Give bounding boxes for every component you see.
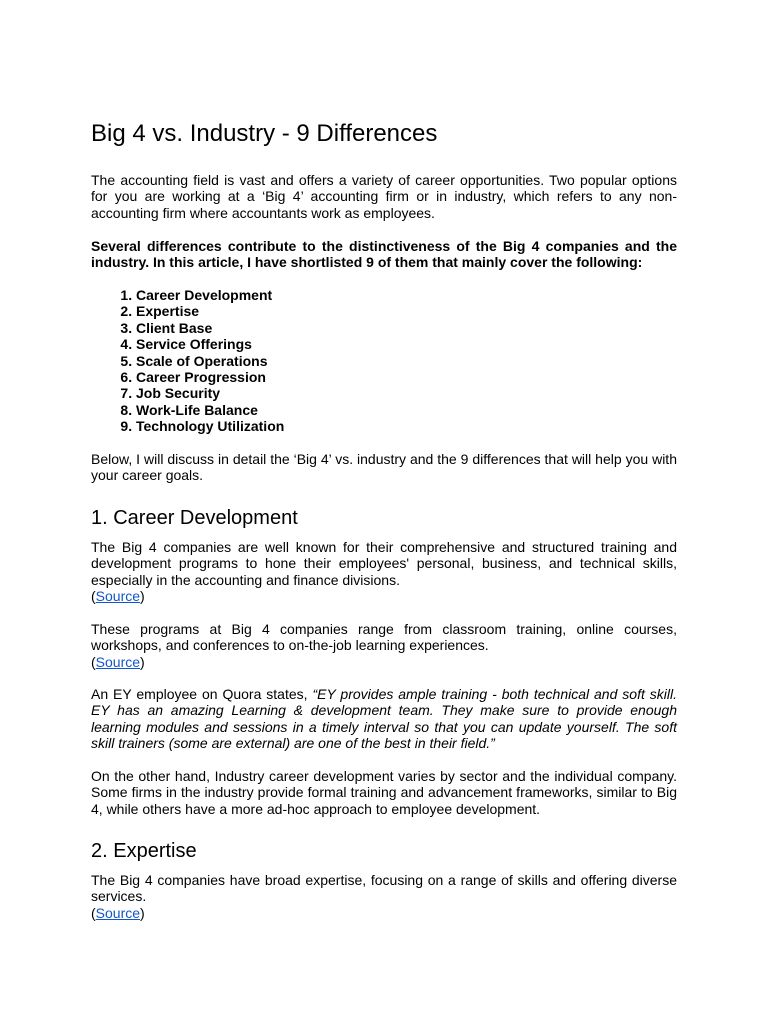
page-title: Big 4 vs. Industry - 9 Differences xyxy=(91,120,438,147)
list-item: 5. Scale of Operations xyxy=(136,353,677,369)
section1-paragraph-4: On the other hand, Industry career development varies by sector and the individual company. Some firms in the industry provide formal training and advancement frameworks, similar to Big 4, while others have a more ad-hoc approach to employee development. xyxy=(91,768,677,817)
intro-paragraph-block xyxy=(91,172,677,221)
quote-lead: An EY employee on Quora states, xyxy=(91,686,313,702)
source-link[interactable]: Source xyxy=(95,904,141,921)
bold-intro-block xyxy=(91,238,677,271)
list-item: 2. Expertise xyxy=(136,303,677,319)
list-item: 9. Technology Utilization xyxy=(136,418,677,434)
section1-paragraph-2: These programs at Big 4 companies range from classroom training, online courses, workshops, and conferences to on-the-job learning experiences. xyxy=(91,621,677,654)
source-citation: (Source) xyxy=(91,904,145,921)
differences-list-block xyxy=(91,287,677,435)
list-item: 4. Service Offerings xyxy=(136,336,677,352)
section1-paragraph-3 xyxy=(91,686,677,752)
section2-heading: 2. Expertise xyxy=(91,840,197,862)
below-paragraph: Below, I will discuss in detail the ‘Big 4’ vs. industry and the 9 differences that will help you with your career goals. xyxy=(91,451,677,484)
list-item: 1. Career Development xyxy=(136,287,677,303)
section1-p3-block xyxy=(91,686,677,752)
below-paragraph-block xyxy=(91,451,677,484)
source-citation: (Source) xyxy=(91,653,145,670)
section1-p4-block xyxy=(91,768,677,817)
section2-paragraph-1: The Big 4 companies have broad expertise, focusing on a range of skills and offering diverse services. xyxy=(91,872,677,905)
section2-heading-block xyxy=(91,838,677,864)
section1-p1-block xyxy=(91,539,677,605)
intro-paragraph: The accounting field is vast and offers a variety of career opportunities. Two popular options for you are working at a ‘Big 4’ accounting firm or in industry, which refers to any non-accounting firm where accountants work as employees. xyxy=(91,172,677,221)
differences-list xyxy=(91,287,677,435)
list-item: 3. Client Base xyxy=(136,320,677,336)
list-item: 7. Job Security xyxy=(136,385,677,401)
section1-heading-block xyxy=(91,505,677,531)
source-citation: (Source) xyxy=(91,588,145,605)
section1-heading: 1. Career Development xyxy=(91,507,298,529)
employee-quote: “EY provides ample training - both technical and soft skill. EY has an amazing Learning & development team. They make sure to provide enough learning modules and sessions in a timely interval so that you can update yourself. The soft skill trainers (some are external) are one of the best in their field.” xyxy=(91,686,677,752)
list-item: 6. Career Progression xyxy=(136,369,677,385)
section1-paragraph-1: The Big 4 companies are well known for their comprehensive and structured training and development programs to hone their employees' personal, business, and technical skills, especially in the accounting and finance divisions. xyxy=(91,539,677,588)
section2-p1-block xyxy=(91,872,677,921)
bold-intro-paragraph: Several differences contribute to the distinctiveness of the Big 4 companies and the industry. In this article, I have shortlisted 9 of them that mainly cover the following: xyxy=(91,238,677,271)
list-item: 8. Work-Life Balance xyxy=(136,402,677,418)
source-link[interactable]: Source xyxy=(95,588,141,605)
source-link[interactable]: Source xyxy=(95,653,141,670)
section1-p2-block xyxy=(91,621,677,670)
